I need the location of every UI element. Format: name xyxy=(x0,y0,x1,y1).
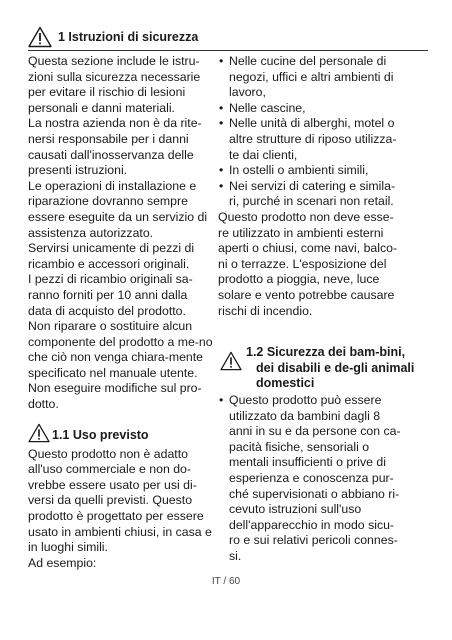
list-item: • Nei servizi di catering e simila-ri, purché in scenari non retail. xyxy=(218,179,404,210)
subsection-header xyxy=(218,345,415,393)
subsection-title: 1.1 Uso previsto xyxy=(52,427,149,442)
paragraph: Questo prodotto non è adatto all'uso commerciale e non do-vrebbe essere usato per usi di-versi da quelli previsti. Questo prodotto è progettato per essere usato in ambienti chiusi, in casa e in luoghi simili. xyxy=(28,446,212,555)
bullet-list xyxy=(218,54,404,210)
paragraph: Le operazioni di installazione e riparazione dovranno sempre essere eseguite da un servizio di assistenza autorizzato. xyxy=(28,178,208,240)
list-item: • In ostelli o ambienti simili, xyxy=(218,163,404,179)
list-item: • Nelle unità di alberghi, motel o altre strutture di riposo utilizza-te dai clienti, xyxy=(218,116,404,163)
warning-triangle-icon xyxy=(220,351,242,371)
paragraph: Non riparare o sostituire alcun componente del prodotto a me-no che ciò non venga chiara-mente specificato nel manuale utente. xyxy=(28,319,213,380)
bullet-list xyxy=(218,393,404,565)
paragraph: Questa sezione include le istru-zioni sulla sicurezza necessarie per evitare il rischio di lesioni personali e danni materiali. xyxy=(28,54,201,115)
subsection-header xyxy=(28,421,214,447)
paragraph: La nostra azienda non è da rite-nersi responsabile per i danni causati dall'inosservanza delle presenti istruzioni. xyxy=(28,116,202,178)
section-header xyxy=(28,26,428,51)
section-title: 1 Istruzioni di sicurezza xyxy=(58,30,199,44)
warning-triangle-icon xyxy=(28,26,52,48)
list-item: • Questo prodotto può essere utilizzato da bambini dagli 8 anni in su e da persone con ca-pacità fisiche, sensoriali o mentali insufficienti o prive di esperienza e conoscenza pur-ché supervisionati o abbiano ri-cevuto istruzioni sull'uso dell'apparecchio in modo sicu-ro e sui relativi pericoli connes-si. xyxy=(218,393,404,565)
paragraph: Servirsi unicamente di pezzi di ricambio e accessori originali. xyxy=(28,241,195,271)
list-item: • Nelle cucine del personale di negozi, uffici e altri ambienti di lavoro, xyxy=(218,54,404,101)
right-column xyxy=(218,54,415,565)
list-item: • Nelle cascine, xyxy=(218,101,404,117)
paragraph: I pezzi di ricambio originali sa-ranno forniti per 10 anni dalla data di acquisto del prodotto. xyxy=(28,272,193,318)
page-number: IT / 60 xyxy=(211,576,241,587)
paragraph: Non eseguire modifiche sul pro-dotto. xyxy=(28,381,202,412)
warning-triangle-icon xyxy=(28,423,50,443)
paragraph: Questo prodotto non deve esse-re utilizzato in ambienti esterni aperti o chiusi, come navi, balco-ni o terrazze. L'esposizione del prodotto a pioggia, neve, luce solare e vento potrebbe causare rischi di incendio. xyxy=(218,209,398,318)
left-column xyxy=(28,54,214,571)
subsection-title: 1.2 Sicurezza dei bam-bini, dei disabili e de-gli animali domestici xyxy=(246,345,415,391)
paragraph: Ad esempio: xyxy=(28,555,97,570)
